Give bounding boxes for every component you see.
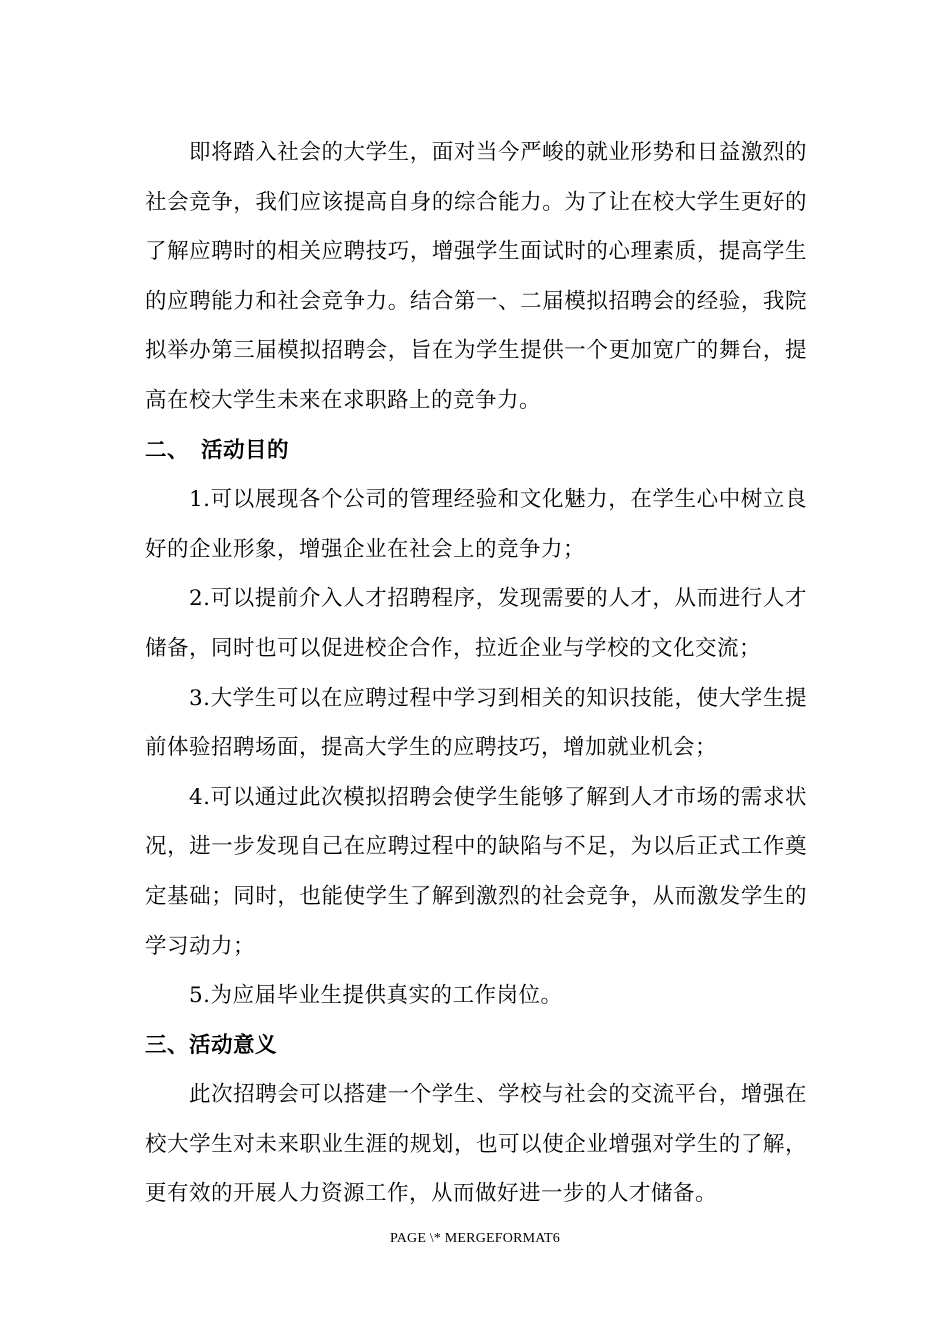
document-body [145,128,807,1219]
purpose-item-2: 2.可以提前介入人才招聘程序，发现需要的人才，从而进行人才储备，同时也可以促进校企合作，拉近企业与学校的文化交流； [145,586,807,661]
significance-paragraph: 此次招聘会可以搭建一个学生、学校与社会的交流平台，增强在校大学生对未来职业生涯的规划，也可以使企业增强对学生的了解，更有效的开展人力资源工作，从而做好进一步的人才储备。 [145,1082,807,1207]
intro-paragraph: 即将踏入社会的大学生，面对当今严峻的就业形势和日益激烈的社会竞争，我们应该提高自身的综合能力。为了让在校大学生更好的了解应聘时的相关应聘技巧，增强学生面试时的心理素质，提高学生的应聘能力和社会竞争力。结合第一、二届模拟招聘会的经验，我院拟举办第三届模拟招聘会，旨在为学生提供一个更加宽广的舞台，提高在校大学生未来在求职路上的竞争力。 [145,140,807,413]
section-title: 活动目的 [201,437,290,463]
purpose-item-3: 3.大学生可以在应聘过程中学习到相关的知识技能，使大学生提前体验招聘场面，提高大学生的应聘技巧，增加就业机会； [145,685,807,761]
purpose-item-1: 1.可以展现各个公司的管理经验和文化魅力，在学生心中树立良好的企业形象，增强企业在社会上的竞争力； [145,487,807,562]
page-footer-field: PAGE \* MERGEFORMAT6 [390,1231,560,1246]
purpose-item-4: 4.可以通过此次模拟招聘会使学生能够了解到人才市场的需求状况，进一步发现自己在应聘过程中的缺陷与不足，为以后正式工作奠定基础；同时，也能使学生了解到激烈的社会竞争，从而激发学生的学习动力； [145,784,807,959]
purpose-item-5: 5.为应届毕业生提供真实的工作岗位。 [189,983,563,1009]
section-heading-significance: 三、活动意义 [145,1032,278,1058]
section-number: 二、 [145,437,190,463]
section-heading-purpose [145,426,807,476]
